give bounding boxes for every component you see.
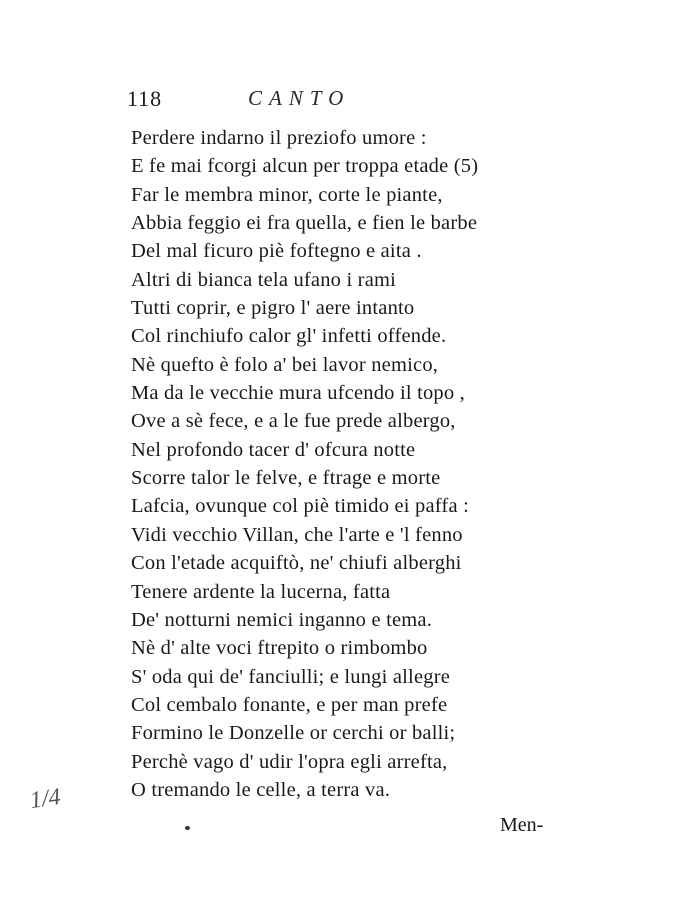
poem-text	[131, 124, 571, 804]
verse-line: Tutti coprir, e pigro l' aere intanto	[131, 297, 415, 320]
verse-line: Ove a sè fece, e a le fue prede albergo,	[131, 410, 456, 433]
verse-line: Formino le Donzelle or cerchi or balli;	[131, 722, 456, 745]
verse-line: De' notturni nemici inganno e tema.	[131, 608, 433, 631]
verse-line: Nel profondo tacer d' ofcura notte	[131, 438, 416, 461]
running-head: CANTO	[248, 86, 351, 110]
verse-line: Con l'etade acquiftò, ne' chiufi alberghi	[131, 552, 462, 575]
verse-line: Abbia feggio ei fra quella, e fien le barbe	[131, 212, 478, 235]
ink-dot	[185, 826, 190, 830]
verse-line: Col cembalo fonante, e per man prefe	[131, 693, 448, 716]
verse-line: S' oda qui de' fanciulli; e lungi allegre	[131, 665, 451, 688]
verse-line: Perchè vago d' udir l'opra egli arrefta,	[131, 750, 448, 773]
verse-line: Nè quefto è folo a' bei lavor nemico,	[131, 353, 439, 376]
verse-line: Scorre talor le felve, e ftrage e morte	[131, 467, 441, 490]
verse-line: Ma da le vecchie mura ufcendo il topo ,	[131, 382, 465, 405]
verse-line: Tenere ardente la lucerna, fatta	[131, 580, 391, 603]
verse-line: Lafcia, ovunque col piè timido ei paffa :	[131, 495, 469, 518]
verse-line: Far le membra minor, corte le piante,	[131, 183, 443, 206]
verse-line: O tremando le celle, a terra va.	[131, 778, 391, 801]
page-number: 118	[127, 86, 163, 111]
catchword: Men-	[500, 814, 544, 836]
verse-line: Col rinchiufo calor gl' infetti offende.	[131, 325, 447, 348]
verse-line: Altri di bianca tela ufano i rami	[131, 268, 397, 291]
verse-line: Vidi vecchio Villan, che l'arte e 'l fenno	[131, 523, 463, 546]
verse-line: Nè d' alte voci ftrepito o rimbombo	[131, 637, 428, 660]
verse-line: E fe mai fcorgi alcun per troppa etade (5)	[131, 155, 479, 178]
verse-line: Perdere indarno il preziofo umore :	[131, 127, 427, 149]
handwritten-margin-note: 1/4	[28, 783, 63, 815]
verse-line: Del mal ficuro piè foftegno e aita .	[131, 240, 422, 263]
